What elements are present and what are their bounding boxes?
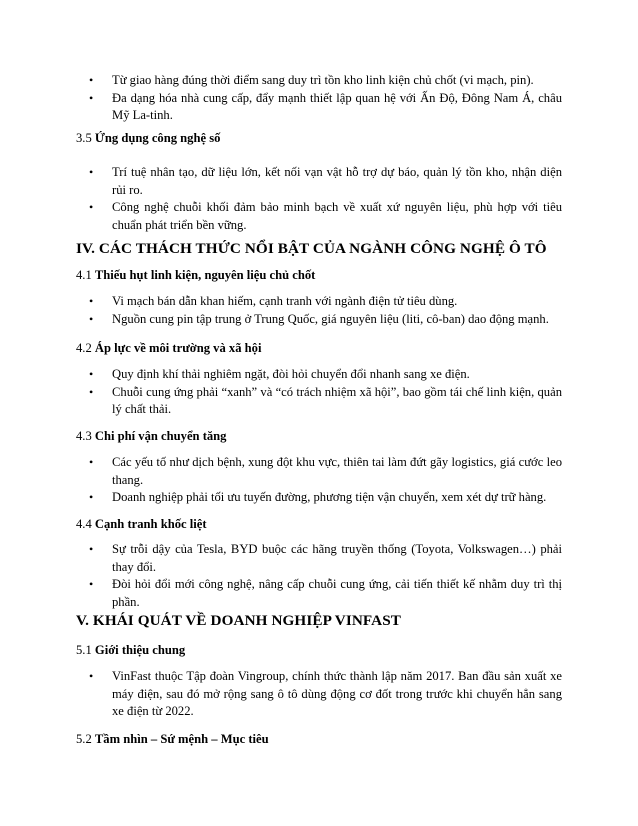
bullet-icon: • xyxy=(89,542,94,556)
list-item: • Chuỗi cung ứng phải “xanh” và “có trách nhiệm xã hội”, bao gồm tái chế linh kiện, quản lý chất thải. xyxy=(89,384,562,417)
bullet-icon: • xyxy=(89,294,94,308)
bullet-list-digital-tech xyxy=(0,164,638,234)
list-item: • Vi mạch bán dẫn khan hiếm, cạnh tranh với ngành điện tử tiêu dùng. xyxy=(0,293,638,311)
bullet-icon: • xyxy=(89,490,94,505)
subheading-4-3: 4.3 Chi phí vận chuyển tăng xyxy=(76,429,227,443)
list-item: • Sự trỗi dậy của Tesla, BYD buộc các hãng truyền thống (Toyota, Volkswagen…) phải thay đổi. xyxy=(89,542,562,574)
bullet-icon: • xyxy=(89,384,94,399)
subheading-4-2: 4.2 Áp lực về môi trường và xã hội xyxy=(76,341,262,355)
bullet-icon: • xyxy=(89,311,94,326)
bullet-list-shipping-cost xyxy=(0,454,638,507)
bullet-list-competition xyxy=(0,541,638,611)
subheading-5-1: 5.1 Giới thiệu chung xyxy=(76,643,186,657)
section-heading-v: V. KHÁI QUÁT VỀ DOANH NGHIỆP VINFAST xyxy=(76,612,401,629)
bullet-icon: • xyxy=(89,90,94,105)
section-heading-iv: IV. CÁC THÁCH THỨC NỔI BẬT CỦA NGÀNH CÔNG NGHỆ Ô TÔ xyxy=(76,240,547,257)
list-item: • Quy định khí thải nghiêm ngặt, đòi hỏi chuyển đổi nhanh sang xe điện. xyxy=(0,366,638,384)
bullet-icon: • xyxy=(89,577,94,592)
bullet-list-component-shortage xyxy=(0,293,638,328)
list-item: • Doanh nghiệp phải tối ưu tuyến đường, phương tiện vận chuyển, xem xét dự trữ hàng. xyxy=(0,489,638,507)
bullet-icon: • xyxy=(89,200,94,215)
bullet-icon: • xyxy=(89,73,94,87)
subheading-5-2: 5.2 Tầm nhìn – Sứ mệnh – Mục tiêu xyxy=(76,732,269,746)
list-item: • Công nghệ chuỗi khối đảm bảo minh bạch về xuất xứ nguyên liệu, phù hợp với tiêu chuẩn phát triển bền vững. xyxy=(89,200,562,232)
list-item: • VinFast thuộc Tập đoàn Vingroup, chính thức thành lập năm 2017. Ban đầu sản xuất xe máy điện, sau đó mở rộng sang ô tô dùng động cơ đốt trong trước khi chuyển hẳn sang xe điện từ 2022. xyxy=(89,669,562,719)
list-item: • Đa dạng hóa nhà cung cấp, đẩy mạnh thiết lập quan hệ với Ấn Độ, Đông Nam Á, châu Mỹ La-tinh. xyxy=(89,90,562,123)
list-item: • Trí tuệ nhân tạo, dữ liệu lớn, kết nối vạn vật hỗ trợ dự báo, quản lý tồn kho, nhận diện rủi ro. xyxy=(89,165,562,197)
bullet-list-environment xyxy=(0,366,638,419)
list-item: • Đòi hỏi đổi mới công nghệ, nâng cấp chuỗi cung ứng, cải tiến thiết kế nhằm duy trì thị phần. xyxy=(89,577,562,609)
bullet-icon: • xyxy=(89,455,94,469)
subheading-4-1: 4.1 Thiếu hụt linh kiện, nguyên liệu chủ chốt xyxy=(76,268,316,282)
list-item: • Nguồn cung pin tập trung ở Trung Quốc, giá nguyên liệu (liti, cô-ban) dao động mạnh. xyxy=(0,311,638,329)
bullet-icon: • xyxy=(89,165,94,179)
subheading-4-4: 4.4 Cạnh tranh khốc liệt xyxy=(76,517,207,531)
bullet-list-supply-strategy xyxy=(0,72,638,125)
bullet-icon: • xyxy=(89,367,94,381)
list-item: • Các yếu tố như dịch bệnh, xung đột khu vực, thiên tai làm đứt gãy logistics, giá cước leo thang. xyxy=(89,455,562,487)
bullet-list-vinfast-intro xyxy=(0,668,638,721)
subheading-3-5: 3.5 Ứng dụng công nghệ số xyxy=(76,131,221,145)
bullet-icon: • xyxy=(89,669,94,683)
list-item: • Từ giao hàng đúng thời điểm sang duy trì tồn kho linh kiện chủ chốt (vi mạch, pin). xyxy=(0,72,638,90)
